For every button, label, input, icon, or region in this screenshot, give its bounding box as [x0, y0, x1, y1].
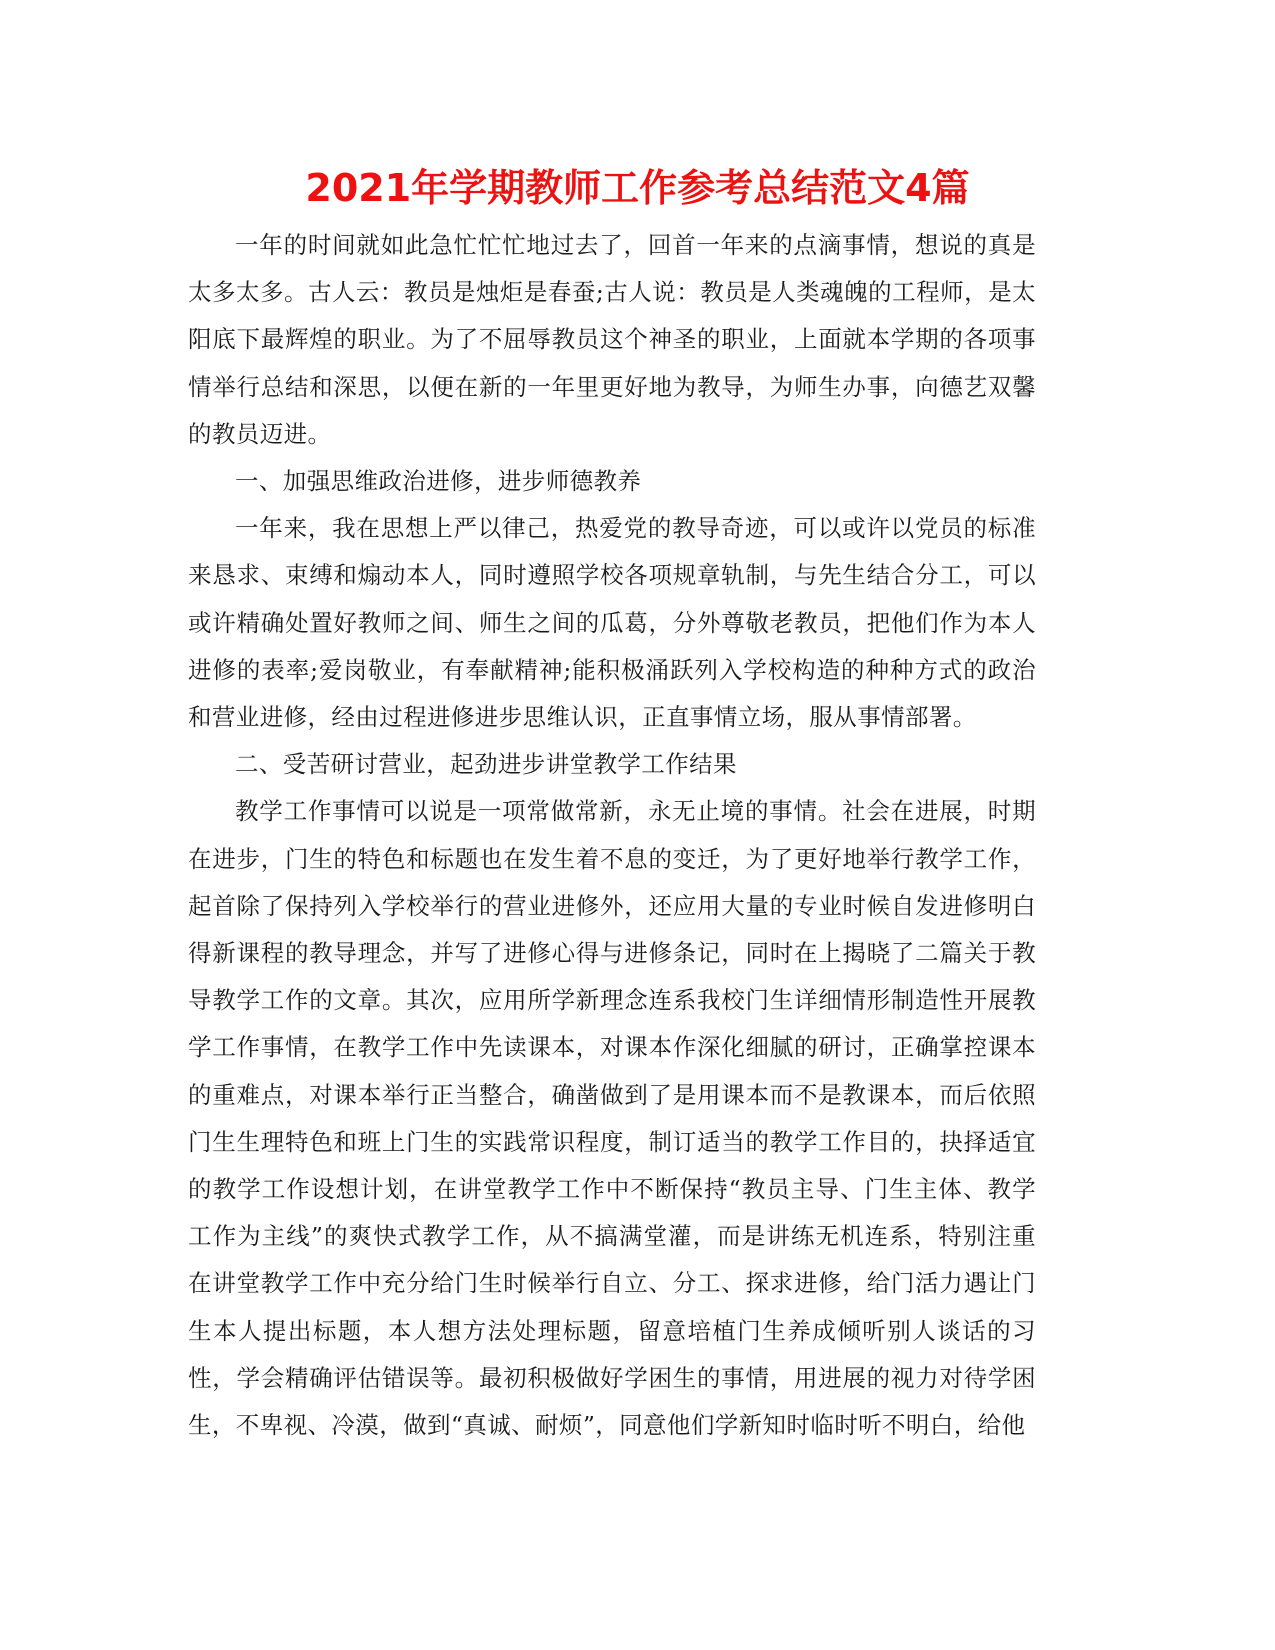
paragraph-intro: 一年的时间就如此急忙忙忙地过去了，回首一年来的点滴事情，想说的真是太多太多。古人云：教员是烛炬是春蚕;古人说：教员是人类魂魄的工程师，是太阳底下最辉煌的职业。为了不屈辱教员这个神圣的职业，上面就本学期的各项事情举行总结和深思，以便在新的一年里更好地为教导，为师生办事，向德艺双馨的教员迈进。 — [188, 231, 1036, 448]
document-title: 2021年学期教师工作参考总结范文4篇 — [305, 166, 970, 210]
section-heading-2: 二、受苦研讨营业，起劲进步讲堂教学工作结果 — [235, 750, 737, 779]
paragraph-section-2: 教学工作事情可以说是一项常做常新，永无止境的事情。社会在进展，时期在进步，门生的特色和标题也在发生着不息的变迁，为了更好地举行教学工作，起首除了保持列入学校举行的营业进修外，还应用大量的专业时候自发进修明白得新课程的教导理念，并写了进修心得与进修条记，同时在上揭晓了二篇关于教导教学工作的文章。其次，应用所学新理念连系我校门生详细情形制造性开展教学工作事情，在教学工作中先读课本，对课本作深化细腻的研讨，正确掌控课本的重难点，对课本举行正当整合，确凿做到了是用课本而不是教课本，而后依照门生生理特色和班上门生的实践常识程度，制订适当的教学工作目的，抉择适宜的教学工作设想计划，在讲堂教学工作中不断保持“教员主导、门生主体、教学工作为主线”的爽快式教学工作，从不搞满堂灌，而是讲练无机连系，特别注重在讲堂教学工作中充分给门生时候举行自立、分工、探求进修，给门活力遇让门生本人提出标题，本人想方法处理标题，留意培植门生养成倾听别人谈话的习性，学会精确评估错误等。最初积极做好学困生的事情，用进展的视力对待学困生，不卑视、冷漠，做到“真诚、耐烦”，同意他们学新知时临时听不明白，给他 — [188, 797, 1036, 1440]
document-body — [188, 222, 1036, 1449]
paragraph-section-1: 一年来，我在思想上严以律己，热爱党的教导奇迹，可以或许以党员的标准来恳求、束缚和煽动本人，同时遵照学校各项规章轨制，与先生结合分工，可以或许精确处置好教师之间、师生之间的瓜葛，分外尊敬老教员，把他们作为本人进修的表率;爱岗敬业，有奉献精神;能积极涌跃列入学校构造的种种方式的政治和营业进修，经由过程进修进步思维认识，正直事情立场，服从事情部署。 — [188, 514, 1036, 732]
section-heading-1: 一、加强思维政治进修，进步师德教养 — [235, 467, 642, 496]
